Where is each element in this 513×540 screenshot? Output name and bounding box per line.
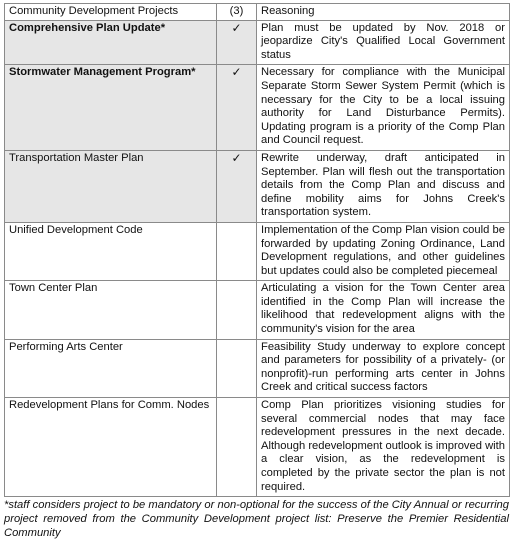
header-projects: Community Development Projects	[5, 4, 217, 21]
table-header-row	[5, 4, 510, 21]
table-row	[5, 222, 510, 280]
project-reasoning: Comp Plan prioritizes visioning studies for several commercial nodes that may face redevelopment pressures in the next decade. Although redevelopment outlook is improved with a clear vision, as the redevelopment is completed by the private sector the plan is not required.	[257, 398, 510, 497]
header-rank: (3)	[217, 4, 257, 21]
project-name: Performing Arts Center	[5, 339, 217, 397]
project-reasoning: Articulating a vision for the Town Center area identified in the Comp Plan will increase the likelihood that redevelopment aligns with the community's vision for the area	[257, 281, 510, 339]
project-reasoning: Necessary for compliance with the Municipal Separate Storm Sewer System Permit (which is necessary for the City to be a local issuing authority for Land Disturbance Permits). Updating program is a priority of the Comp Plan and Council request.	[257, 65, 510, 151]
table-row	[5, 398, 510, 497]
project-name: Stormwater Management Program*	[5, 65, 217, 151]
rank-cell	[217, 339, 257, 397]
table-row	[5, 65, 510, 151]
footnote: *staff considers project to be mandatory or non-optional for the success of the City Annual or recurring project removed from the Community Development project list: Preserve the Premier Residential Community	[4, 499, 509, 540]
checkmark-icon: ✓	[217, 150, 257, 222]
checkmark-icon: ✓	[217, 20, 257, 65]
table-row	[5, 339, 510, 397]
project-name: Town Center Plan	[5, 281, 217, 339]
project-name: Unified Development Code	[5, 222, 217, 280]
document-page	[4, 3, 509, 540]
table-row	[5, 281, 510, 339]
project-name: Comprehensive Plan Update*	[5, 20, 217, 65]
project-reasoning: Feasibility Study underway to explore concept and parameters for possibility of a privately- (or nonprofit)-run performing arts center in Johns Creek and critical success factors	[257, 339, 510, 397]
rank-cell	[217, 281, 257, 339]
projects-table	[4, 3, 510, 497]
header-reasoning: Reasoning	[257, 4, 510, 21]
rank-cell	[217, 398, 257, 497]
project-reasoning: Implementation of the Comp Plan vision could be forwarded by updating Zoning Ordinance, Land Development regulations, and other guidelines but updates could also be completed piecemeal	[257, 222, 510, 280]
table-row	[5, 20, 510, 65]
project-name: Redevelopment Plans for Comm. Nodes	[5, 398, 217, 497]
rank-cell	[217, 222, 257, 280]
project-name: Transportation Master Plan	[5, 150, 217, 222]
project-reasoning: Rewrite underway, draft anticipated in September. Plan will flesh out the transportation details from the Comp Plan and discuss and define mobility aims for Johns Creek's transportation system.	[257, 150, 510, 222]
checkmark-icon: ✓	[217, 65, 257, 151]
project-reasoning: Plan must be updated by Nov. 2018 or jeopardize City's Qualified Local Government status	[257, 20, 510, 65]
table-row	[5, 150, 510, 222]
